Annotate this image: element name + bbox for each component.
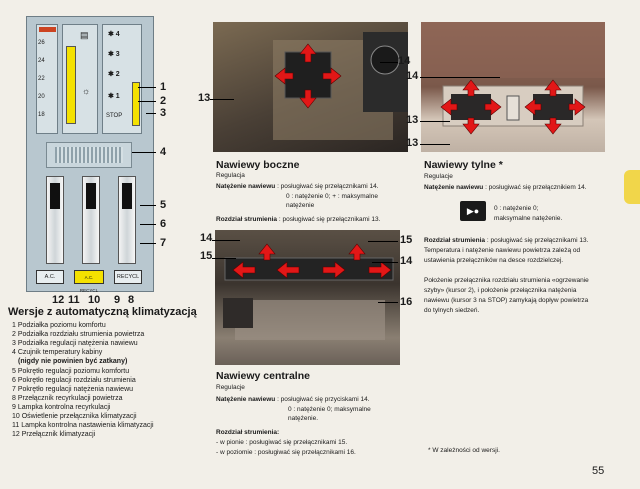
side-flow-line	[216, 183, 406, 192]
rear-distrib-text-2: Temperatura i natężenie nawiewu powietrza zależą od	[424, 247, 581, 254]
fan-slider[interactable]	[118, 176, 136, 264]
rear-flow-line	[424, 184, 614, 193]
ac-button-label: A.C.	[44, 274, 56, 280]
center-distrib-vertical: - w pionie : posługiwać się przełącznikami 15.	[216, 439, 348, 446]
footnote: * W zależności od wersji.	[428, 447, 500, 454]
windscreen-icon: ▤	[80, 30, 89, 40]
ac-recycle-indicator	[74, 270, 104, 293]
fan-level-1: ✱ 1	[108, 93, 120, 100]
callout-5: 5	[160, 199, 167, 211]
side-distrib-text: : posługiwać się przełącznikami 13.	[278, 216, 381, 223]
item-8: 8 Przełącznik recyrkulacji powietrza	[12, 395, 123, 402]
callout-6: 6	[160, 218, 167, 230]
side-vent-illustration	[213, 22, 411, 152]
callout-11: 11	[68, 294, 80, 306]
item-4: 4 Czujnik temperatury kabiny	[12, 349, 103, 356]
callout-9: 9	[114, 294, 121, 306]
rear-callout-13b: 13	[406, 137, 419, 149]
center-flow-text: : posługiwać się przyciskami 14.	[277, 396, 370, 403]
rear-flow-detail-2: maksymalne natężenie.	[494, 215, 563, 222]
recycle-button-label: RECYCL	[116, 274, 140, 280]
fan-slider-knob[interactable]	[122, 183, 132, 209]
hot-marker	[39, 27, 56, 32]
rear-line-13a	[420, 121, 450, 122]
left-title: Wersje z automatyczną klimatyzacją	[8, 306, 197, 318]
center-flow-line	[216, 396, 406, 405]
rear-distrib-line	[424, 237, 614, 246]
scale-label-18: 18	[38, 112, 45, 118]
scale-label-20: 20	[38, 94, 45, 100]
scale-label-24: 24	[38, 58, 45, 64]
photo2-line-14-left	[212, 240, 240, 241]
photo1-callout-14: 14	[398, 55, 411, 67]
item-12: 12 Przełącznik klimatyzacji	[12, 431, 96, 438]
rear-vents-title: Nawiewy tylne *	[424, 159, 503, 171]
photo2-line-16	[378, 302, 398, 303]
photo2-callout-15-left: 15	[200, 250, 213, 262]
rear-note-4: do tylnych siedzeń.	[424, 307, 480, 314]
rear-note-1: Położenie przełącznika rozdziału strumienia «ogrzewanie	[424, 277, 589, 284]
callout-4: 4	[160, 146, 167, 158]
center-flow-detail-2: natężenie.	[288, 415, 318, 422]
side-distrib-line	[216, 216, 406, 225]
rear-vents-subtitle: Regulacje	[424, 173, 453, 180]
rear-note-3: nawiewu (kursor 3 na STOP) zamykają dopływ powietrza	[424, 297, 589, 304]
comfort-slider-knob[interactable]	[50, 183, 60, 209]
callout-3: 3	[160, 107, 167, 119]
center-distrib-label-text: Rozdział strumienia	[216, 429, 278, 436]
rear-note-2: szyby» (kursor 2), i położenie przełącznika natężenia	[424, 287, 577, 294]
rear-line-13b	[420, 144, 450, 145]
item-5: 5 Pokrętło regulacji poziomu komfortu	[12, 368, 130, 375]
photo2-callout-14-right: 14	[400, 255, 413, 267]
photo1-line-13	[210, 99, 234, 100]
ac-recycle-label: A.C. RECYCL	[79, 275, 99, 293]
item-3: 3 Podziałka regulacji natężenia nawiewu	[12, 340, 138, 347]
rear-fan-switch-icon: ▶●	[460, 201, 486, 221]
photo2-callout-15-right: 15	[400, 234, 413, 246]
face-vent-icon: ☼	[82, 86, 91, 96]
fan-speed-indicator	[132, 82, 140, 126]
center-vent-illustration	[215, 230, 400, 365]
item-4-note: (nigdy nie powinien być zatkany)	[18, 358, 128, 365]
fan-level-stop: STOP	[106, 113, 123, 119]
page-edge-tab	[624, 170, 640, 204]
distribution-slider[interactable]	[82, 176, 100, 264]
callout-line-1	[138, 87, 156, 88]
rear-distrib-text-3: ustawienia przełączników na desce rozdzielczej.	[424, 257, 564, 264]
item-6: 6 Pokrętło regulacji rozdziału strumienia	[12, 377, 136, 384]
center-vents-subtitle: Regulacje	[216, 384, 245, 391]
center-distrib-label: Rozdział strumienia:	[216, 429, 280, 436]
fan-level-2: ✱ 2	[108, 71, 120, 78]
item-9: 9 Lampka kontrolna recyrkulacji	[12, 404, 111, 411]
callout-10: 10	[88, 294, 101, 306]
side-vents-title: Nawiewy boczne	[216, 159, 300, 171]
side-vent-photo	[213, 22, 411, 152]
photo2-callout-14-left: 14	[200, 232, 213, 244]
callout-line-3	[146, 113, 156, 114]
side-flow-detail-1: 0 : natężenie 0; + : maksymalne	[286, 193, 378, 200]
rear-distrib-text-1: : posługiwać się przełącznikami 13.	[486, 237, 589, 244]
scale-label-26: 26	[38, 40, 45, 46]
fan-level-3: ✱ 3	[108, 51, 120, 58]
rear-line-14	[420, 77, 500, 78]
scale-label-22: 22	[38, 76, 45, 82]
rear-vent-illustration	[421, 22, 605, 152]
callout-line-2	[138, 101, 156, 102]
callout-line-6	[140, 224, 156, 225]
rear-callout-13a: 13	[406, 114, 419, 126]
callout-8: 8	[128, 294, 135, 306]
item-1: 1 Podziałka poziomu komfortu	[12, 322, 106, 329]
rear-flow-text: : posługiwać się przełącznikiem 14.	[485, 184, 587, 191]
photo1-callout-13: 13	[198, 92, 211, 104]
rear-callout-14: 14	[406, 70, 419, 82]
callout-line-5	[140, 205, 156, 206]
photo2-line-14-right	[372, 262, 398, 263]
photo2-line-15-right	[368, 241, 398, 242]
center-vents-title: Nawiewy centralne	[216, 370, 310, 382]
photo2-line-15-left	[212, 258, 236, 259]
side-flow-label: Natężenie nawiewu	[216, 183, 276, 190]
rear-vent-photo	[421, 22, 605, 152]
side-flow-detail-2: natężenie	[286, 202, 315, 209]
distribution-slider-knob[interactable]	[86, 183, 96, 209]
callout-line-7	[140, 243, 156, 244]
callout-line-4	[132, 152, 156, 153]
center-flow-detail-1: 0 : natężenie 0; maksymalne	[288, 406, 371, 413]
page-number: 55	[592, 465, 605, 477]
recycle-button[interactable]	[114, 270, 142, 284]
item-2: 2 Podziałka rozdziału strumienia powietrza	[12, 331, 145, 338]
callout-1: 1	[160, 81, 167, 93]
callout-2: 2	[160, 95, 167, 107]
callout-12: 12	[52, 294, 65, 306]
item-11: 11 Lampka kontrolna nastawienia klimatyzacji	[12, 422, 154, 429]
center-distrib-horizontal: - w poziomie : posługiwać się przełącznikami 16.	[216, 449, 356, 456]
side-distrib-label: Rozdział strumienia	[216, 216, 278, 223]
fan-level-4: ✱ 4	[108, 31, 120, 38]
distribution-indicator	[66, 46, 76, 124]
side-flow-text: : posługiwać się przełącznikami 14.	[277, 183, 379, 190]
item-10: 10 Oświetlenie przełącznika klimatyzacji	[12, 413, 137, 420]
rear-distrib-label: Rozdział strumienia	[424, 237, 486, 244]
side-vents-subtitle: Regulacja	[216, 172, 245, 179]
cabin-temperature-sensor	[46, 142, 132, 168]
photo1-line-14	[380, 62, 398, 63]
item-7: 7 Pokrętło regulacji natężenia nawiewu	[12, 386, 134, 393]
callout-7: 7	[160, 237, 167, 249]
photo2-callout-16: 16	[400, 296, 413, 308]
center-flow-label: Natężenie nawiewu	[216, 396, 276, 403]
center-vent-photo	[215, 230, 400, 365]
rear-flow-label: Natężenie nawiewu	[424, 184, 484, 191]
comfort-slider[interactable]	[46, 176, 64, 264]
ac-button[interactable]	[36, 270, 64, 284]
climate-control-panel-figure	[26, 16, 154, 292]
rear-flow-detail-1: 0 : natężenie 0;	[494, 205, 539, 212]
